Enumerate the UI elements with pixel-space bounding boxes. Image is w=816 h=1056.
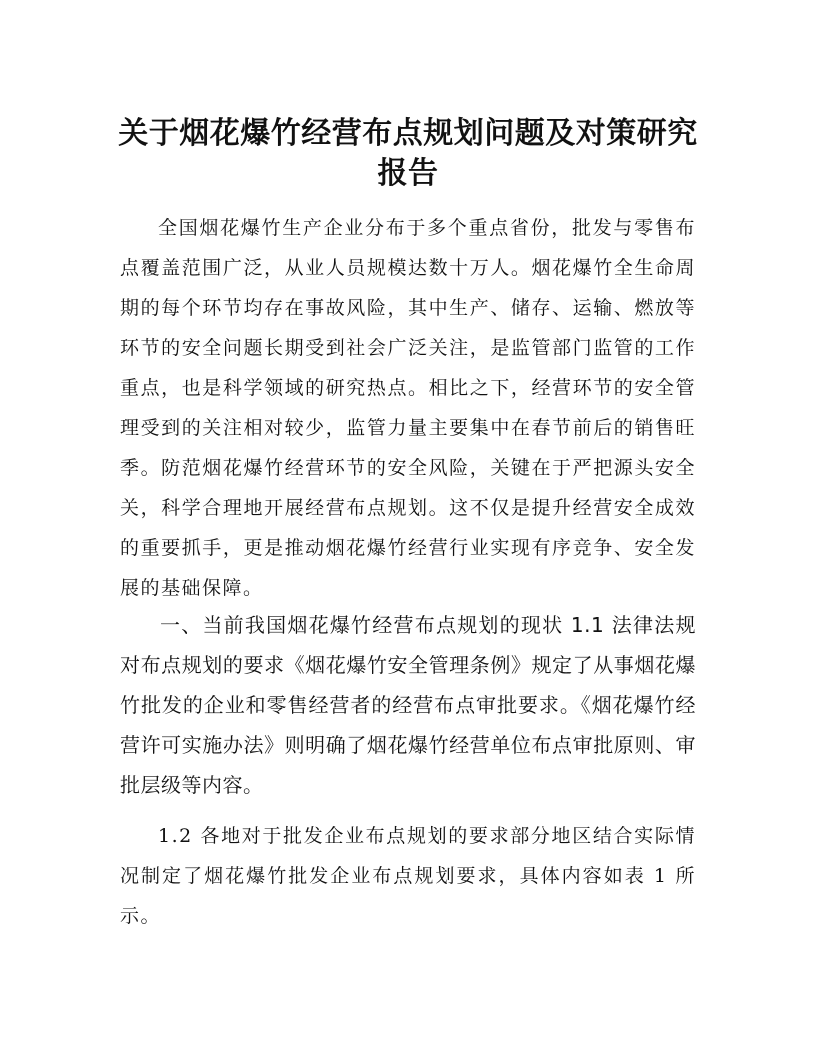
document-title: 关于烟花爆竹经营布点规划问题及对策研究报告 xyxy=(118,116,698,191)
intro-paragraph: 全国烟花爆竹生产企业分布于多个重点省份，批发与零售布点覆盖范围广泛，从业人员规模达数十万人。烟花爆竹全生命周期的每个环节均存在事故风险，其中生产、储存、运输、燃放等环节的安全问题长期受到社会广泛关注，是监管部门监管的工作重点，也是科学领域的研究热点。相比之下，经营环节的安全管理受到的关注相对较少，监管力量主要集中在春节前后的销售旺季。防范烟花爆竹经营环节的安全风险，关键在于严把源头安全关，科学合理地开展经营布点规划。这不仅是提升经营安全成效的重要抓手，更是推动烟花爆竹经营行业实现有序竞争、安全发展的基础保障。 xyxy=(120,217,696,599)
section-one-two-paragraph: 1.2 各地对于批发企业布点规划的要求部分地区结合实际情况制定了烟花爆竹批发企业布点规划要求，具体内容如表 1 所示。 xyxy=(120,825,696,927)
section-one-paragraph: 一、当前我国烟花爆竹经营布点规划的现状 1.1 法律法规对布点规划的要求《烟花爆竹安全管理条例》规定了从事烟花爆竹批发的企业和零售经营者的经营布点审批要求。《烟花爆竹经营许可实施办法》则明确了烟花爆竹经营单位布点审批原则、审批层级等内容。 xyxy=(120,613,696,797)
